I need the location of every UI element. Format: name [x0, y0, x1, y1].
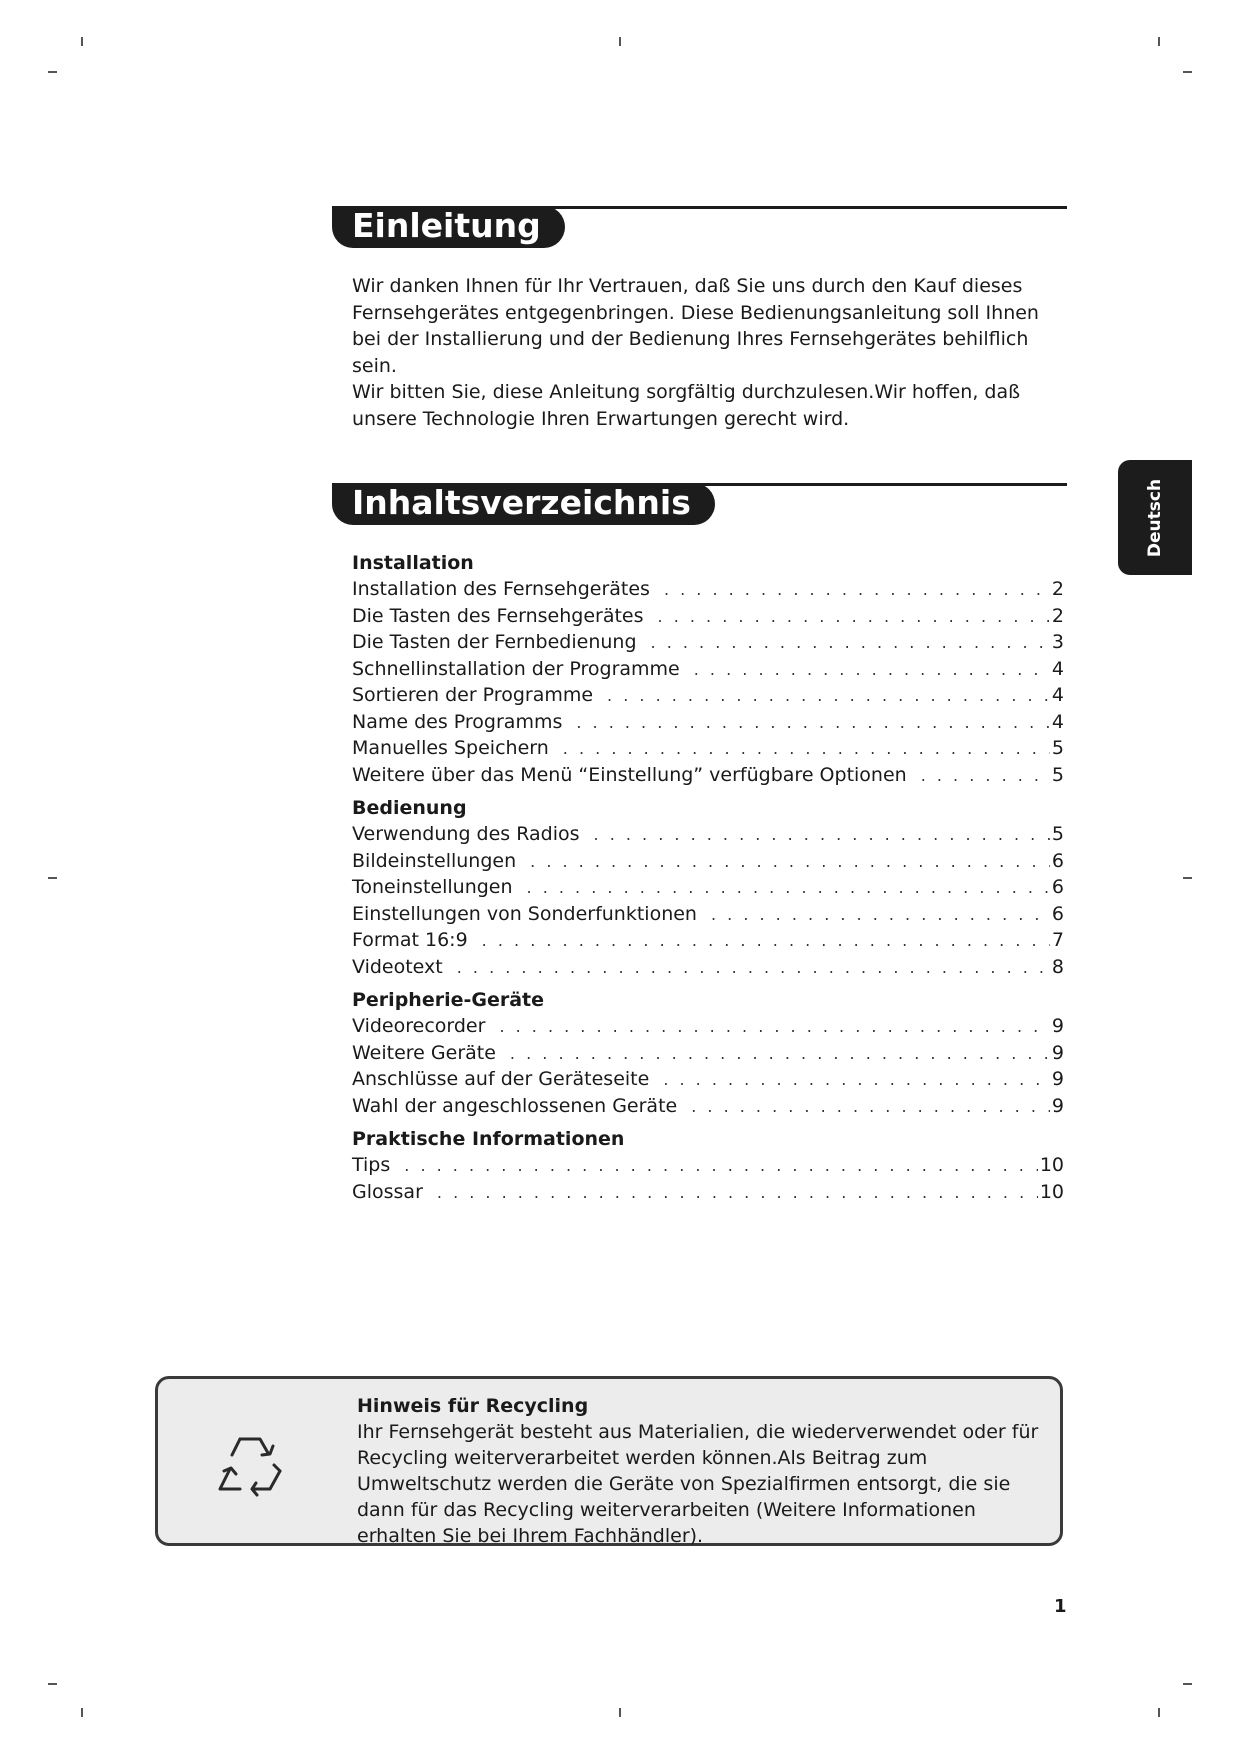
table-of-contents [352, 550, 1064, 1212]
toc-entry-label: Schnellinstallation der Programme [352, 657, 680, 680]
toc-entry[interactable] [352, 927, 1064, 954]
toc-leader-dots [530, 849, 1050, 876]
toc-entry-label: Anschlüsse auf der Geräteseite [352, 1068, 650, 1090]
toc-entry[interactable] [352, 1013, 1064, 1040]
toc-entry[interactable] [352, 874, 1064, 901]
toc-entry-page: 9 [1051, 1068, 1064, 1090]
toc-group-title: Bedienung [352, 797, 467, 819]
toc-entry-label: Die Tasten des Fernsehgerätes [352, 604, 644, 627]
toc-entry-page: 9 [1051, 1094, 1064, 1117]
toc-group-title: Peripherie-Geräte [352, 989, 545, 1011]
toc-entry-label: Bildeinstellungen [352, 849, 517, 872]
toc-entry-page: 4 [1051, 684, 1064, 706]
toc-leader-dots [576, 710, 1050, 737]
toc-entry-label: Installation des Fernsehgerätes [352, 578, 650, 600]
toc-entry[interactable] [352, 629, 1064, 656]
toc-entry-page: 8 [1051, 955, 1064, 978]
toc-entry-label: Videorecorder [352, 1015, 486, 1037]
toc-leader-dots [711, 902, 1050, 929]
toc-entry[interactable] [352, 1066, 1064, 1093]
toc-entry-page: 9 [1051, 1015, 1064, 1037]
recycling-text [357, 1393, 1047, 1549]
toc-entry-label: Videotext [352, 955, 443, 978]
toc-entry-label: Name des Programms [352, 710, 563, 733]
toc-group-title: Praktische Informationen [352, 1128, 625, 1150]
toc-leader-dots [499, 1014, 1049, 1041]
toc-group-bedienung [352, 795, 1064, 980]
toc-group-title: Installation [352, 552, 474, 574]
intro-title: Einleitung [332, 206, 565, 248]
toc-entry-page: 5 [1051, 823, 1064, 845]
toc-entry-page: 9 [1051, 1041, 1064, 1064]
toc-entry-page: 3 [1051, 631, 1064, 653]
crop-mark [619, 37, 621, 46]
toc-entry-page: 6 [1051, 876, 1064, 898]
recycling-title: Hinweis für Recycling [357, 1395, 589, 1417]
toc-entry-page: 5 [1051, 737, 1064, 759]
toc-group-praktische-informationen [352, 1126, 1064, 1205]
crop-mark [81, 37, 83, 46]
toc-leader-dots [651, 630, 1050, 657]
intro-paragraph-1: Wir danken Ihnen für Ihr Vertrauen, daß Sie uns durch den Kauf dieses Fernsehgerätes entgegenbringen. Diese Bedienungsanleitung soll Ihnen bei der Installierung und der Bedienung Ihres Fernsehgerätes behilflich sein. [352, 275, 1039, 377]
recycling-notice [155, 1376, 1063, 1546]
toc-entry[interactable] [352, 603, 1064, 630]
toc-entry[interactable] [352, 954, 1064, 981]
toc-leader-dots [437, 1180, 1038, 1207]
crop-mark [48, 877, 57, 879]
crop-mark [1183, 71, 1192, 73]
toc-entry-page: 4 [1051, 710, 1064, 733]
toc-entry-label: Glossar [352, 1180, 423, 1203]
toc-entry-label: Wahl der angeschlossenen Geräte [352, 1094, 678, 1117]
toc-entry-page: 5 [1051, 763, 1064, 786]
toc-leader-dots [563, 736, 1050, 763]
toc-entry[interactable] [352, 848, 1064, 875]
toc-entry[interactable] [352, 821, 1064, 848]
toc-entry[interactable] [352, 1040, 1064, 1067]
toc-entry-page: 6 [1051, 902, 1064, 925]
crop-mark [48, 71, 57, 73]
toc-entry-label: Die Tasten der Fernbedienung [352, 631, 637, 653]
toc-leader-dots [694, 657, 1050, 684]
crop-mark [1183, 1683, 1192, 1685]
crop-mark [48, 1683, 57, 1685]
toc-entry[interactable] [352, 735, 1064, 762]
toc-entry-page: 4 [1051, 657, 1064, 680]
toc-leader-dots [594, 822, 1050, 849]
toc-leader-dots [510, 1041, 1050, 1068]
toc-entry[interactable] [352, 709, 1064, 736]
intro-text [352, 273, 1052, 432]
toc-entry-page: 10 [1039, 1180, 1064, 1203]
toc-entry-label: Verwendung des Radios [352, 823, 580, 845]
crop-mark [619, 1708, 621, 1717]
crop-mark [1158, 1708, 1160, 1717]
toc-leader-dots [664, 577, 1050, 604]
toc-entry[interactable] [352, 1152, 1064, 1179]
toc-entry-label: Weitere über das Menü “Einstellung” verfügbare Optionen [352, 763, 907, 786]
toc-group-installation [352, 550, 1064, 788]
toc-entry[interactable] [352, 656, 1064, 683]
toc-entry-page: 2 [1051, 604, 1064, 627]
toc-entry-label: Toneinstellungen [352, 876, 513, 898]
toc-entry-label: Sortieren der Programme [352, 684, 594, 706]
toc-title: Inhaltsverzeichnis [332, 483, 715, 525]
language-tab [1118, 460, 1192, 575]
toc-entry-page: 10 [1039, 1154, 1064, 1176]
toc-entry-label: Weitere Geräte [352, 1041, 496, 1064]
toc-leader-dots [607, 683, 1050, 710]
toc-entry[interactable] [352, 1093, 1064, 1120]
recycling-body: Ihr Fernsehgerät besteht aus Materialien, die wiederverwendet oder für Recycling weiterverarbeitet werden können.Als Beitrag zum Umweltschutz werden die Geräte von Spezialfirmen entsorgt, die sie dann für das Recycling weiterverarbeiten (Weitere Informationen erhalten Sie bei Ihrem Fachhändler). [357, 1421, 1039, 1547]
toc-leader-dots [527, 875, 1050, 902]
toc-group-peripherie [352, 987, 1064, 1119]
toc-entry[interactable] [352, 901, 1064, 928]
toc-entry-label: Format 16:9 [352, 929, 468, 951]
toc-entry-page: 2 [1051, 578, 1064, 600]
toc-leader-dots [921, 763, 1050, 790]
toc-entry[interactable] [352, 762, 1064, 789]
toc-entry-page: 7 [1051, 929, 1064, 951]
language-tab-label: Deutsch [1145, 478, 1165, 557]
toc-leader-dots [457, 955, 1050, 982]
toc-leader-dots [482, 928, 1050, 955]
crop-mark [1183, 877, 1192, 879]
toc-entry[interactable] [352, 576, 1064, 603]
toc-entry-page: 6 [1051, 849, 1064, 872]
page-number: 1 [1054, 1596, 1067, 1617]
toc-leader-dots [404, 1153, 1038, 1180]
toc-entry-label: Tips [352, 1154, 391, 1176]
toc-entry-label: Einstellungen von Sonderfunktionen [352, 902, 697, 925]
toc-entry[interactable] [352, 1179, 1064, 1206]
toc-leader-dots [663, 1067, 1050, 1094]
toc-entry[interactable] [352, 682, 1064, 709]
toc-entry-label: Manuelles Speichern [352, 737, 549, 759]
crop-mark [81, 1708, 83, 1717]
crop-mark [1158, 37, 1160, 46]
toc-leader-dots [691, 1094, 1050, 1121]
toc-leader-dots [658, 604, 1050, 631]
recycle-icon [210, 1425, 290, 1505]
intro-paragraph-2: Wir bitten Sie, diese Anleitung sorgfältig durchzulesen.Wir hoffen, daß unsere Technologie Ihren Erwartungen gerecht wird. [352, 381, 1021, 430]
